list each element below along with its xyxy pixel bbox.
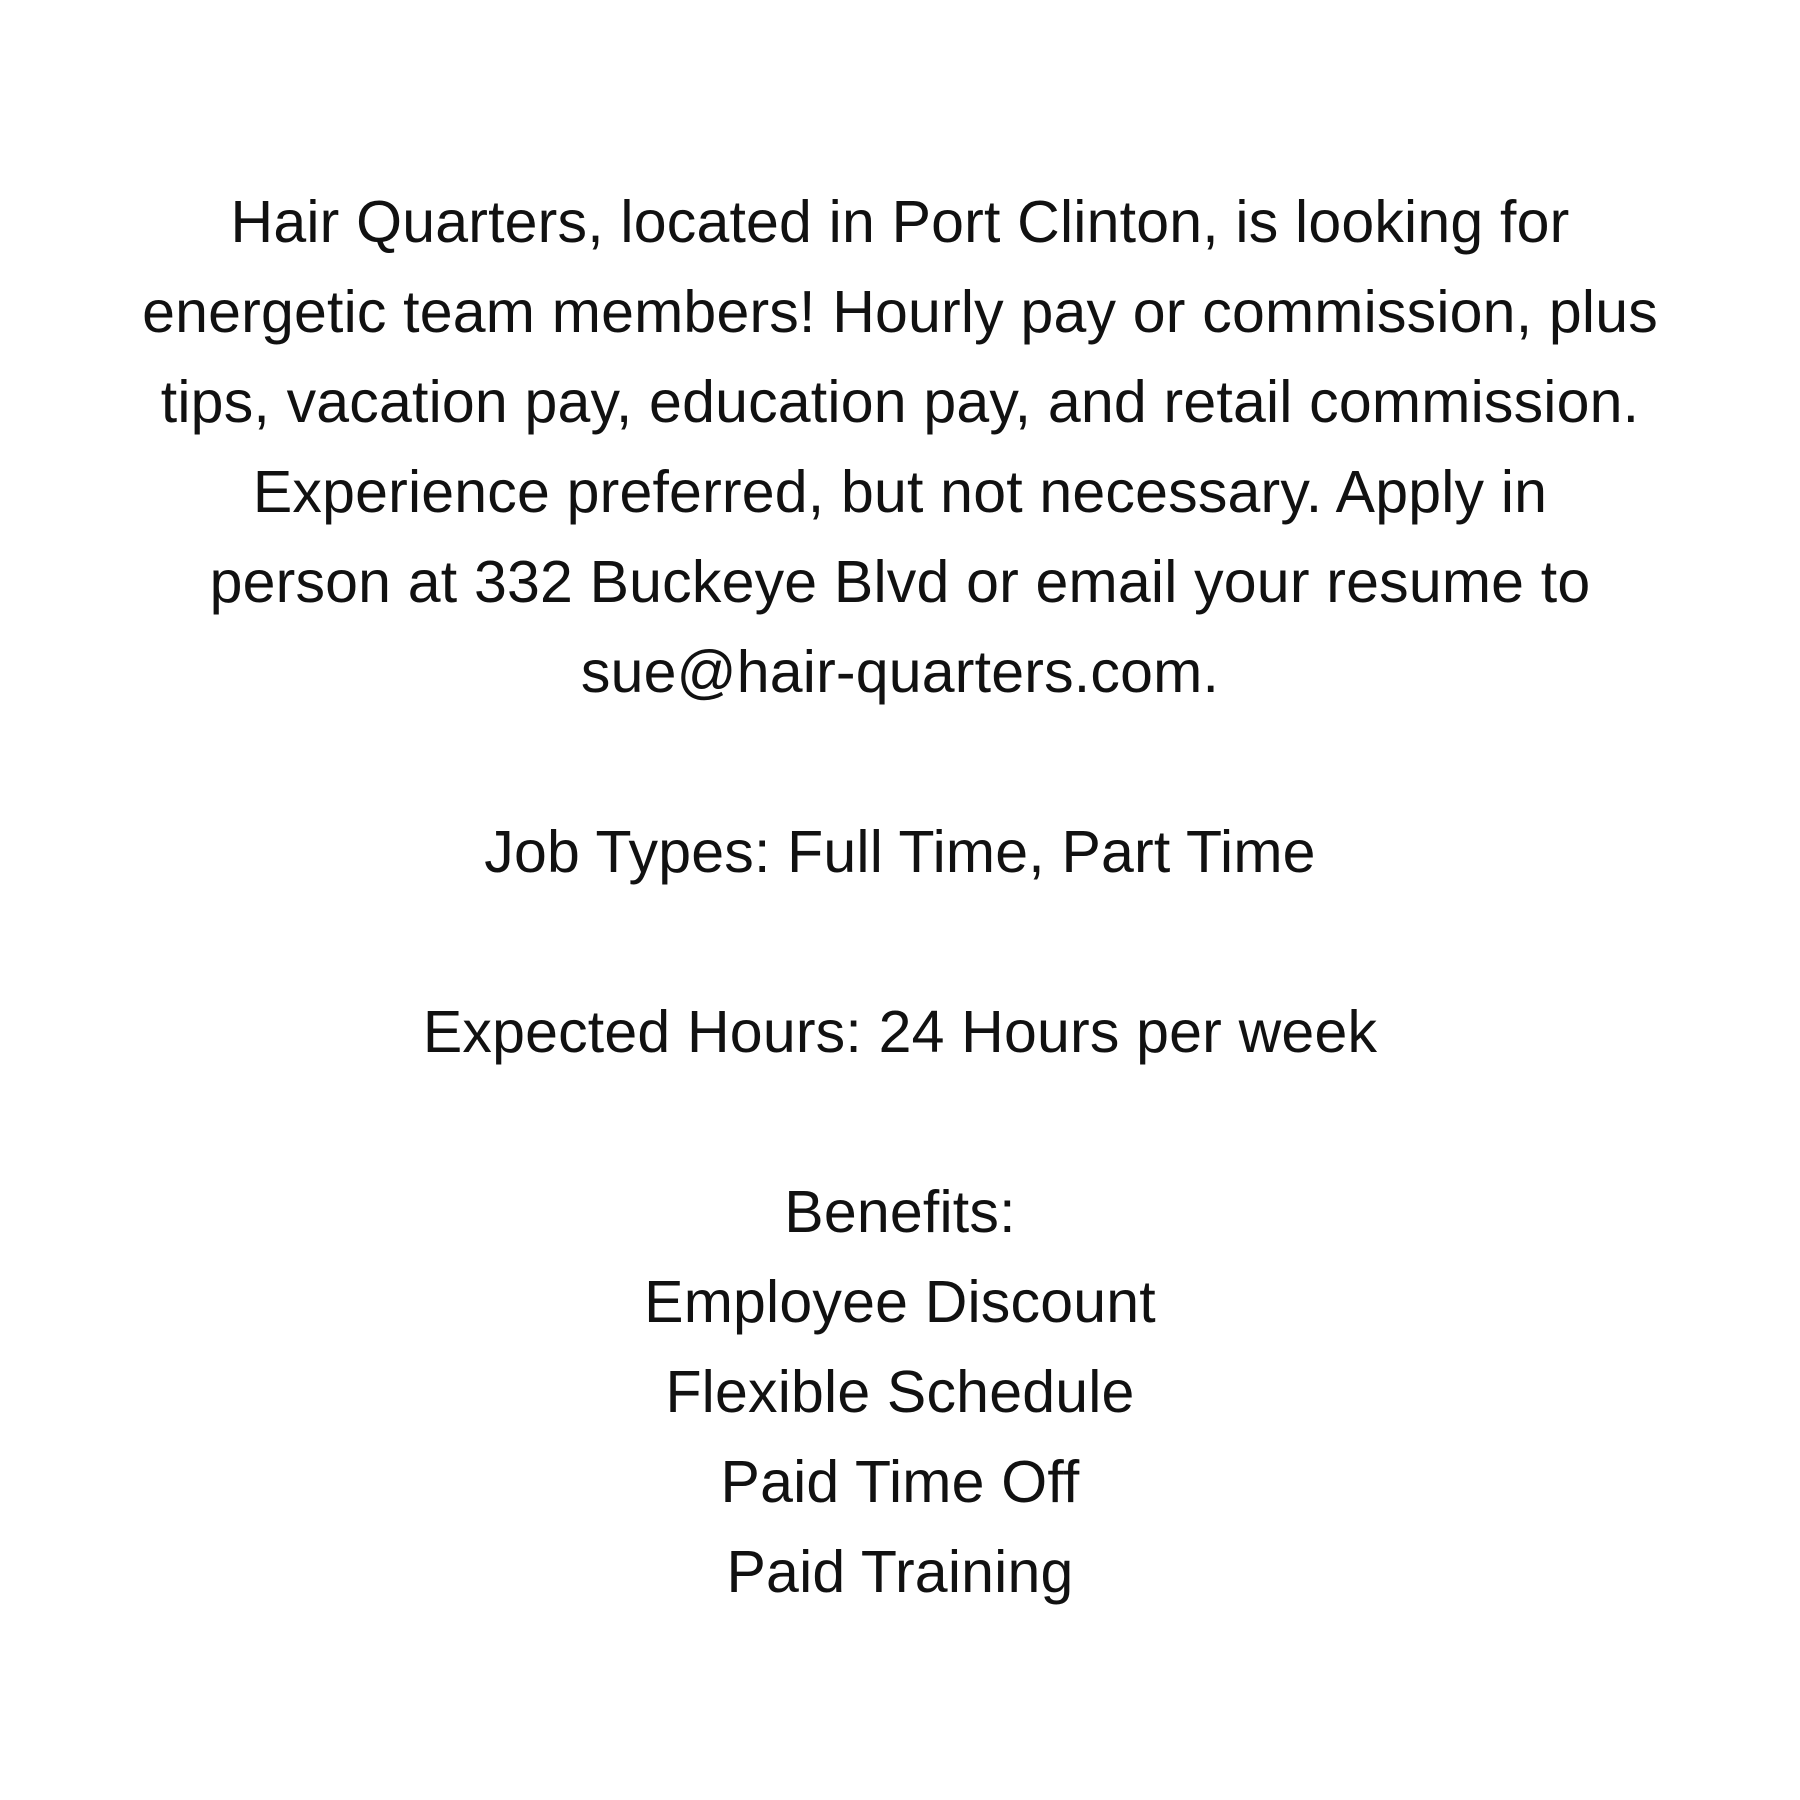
- intro-line-5: person at 332 Buckeye Blvd or email your resume to: [209, 549, 1591, 615]
- intro-line-3: tips, vacation pay, education pay, and retail commission.: [160, 369, 1640, 435]
- contact-email: sue@hair-quarters.com.: [580, 639, 1220, 705]
- benefit-item: Paid Time Off: [720, 1449, 1080, 1515]
- intro-line-4: Experience preferred, but not necessary. Apply in: [252, 459, 1548, 525]
- job-types: Job Types: Full Time, Part Time: [484, 819, 1316, 885]
- intro-line-2: energetic team members! Hourly pay or commission, plus: [142, 279, 1658, 345]
- benefit-item: Flexible Schedule: [665, 1359, 1135, 1425]
- benefit-item: Paid Training: [726, 1539, 1074, 1605]
- benefits-heading: Benefits:: [784, 1179, 1016, 1245]
- benefit-item: Employee Discount: [644, 1269, 1156, 1335]
- expected-hours: Expected Hours: 24 Hours per week: [422, 999, 1378, 1065]
- intro-line-1: Hair Quarters, located in Port Clinton, is looking for: [230, 189, 1570, 255]
